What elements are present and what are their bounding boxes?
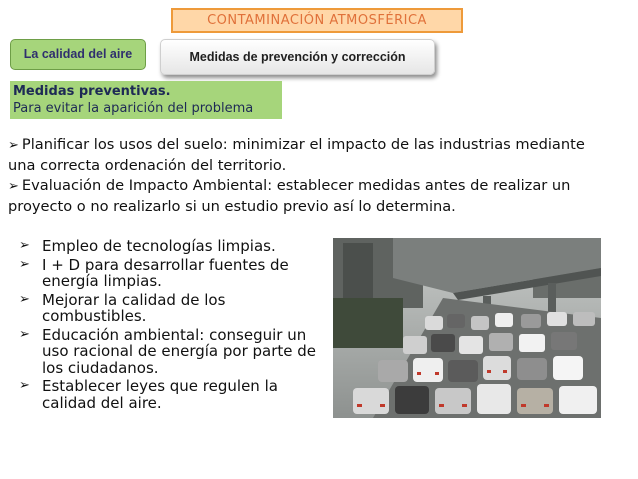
measures-list (19, 238, 319, 413)
paragraph (8, 176, 598, 217)
list-item-text: Mejorar la calidad de los combustibles. (42, 290, 226, 325)
arrow-bullet-icon: ➢ (19, 378, 30, 393)
arrow-bullet-icon: ➢ (8, 179, 19, 194)
section-heading: Medidas preventivas. (13, 84, 171, 99)
list-item-text: Establecer leyes que regulen la calidad del aire. (42, 377, 278, 412)
traffic-photo (333, 238, 601, 418)
arrow-bullet-icon: ➢ (19, 291, 30, 307)
arrow-bullet-icon: ➢ (19, 326, 30, 342)
tab-medidas-prevencion[interactable]: Medidas de prevención y corrección (160, 39, 435, 75)
list-item (19, 257, 319, 290)
tab-calidad-del-aire[interactable]: La calidad del aire (10, 39, 146, 70)
list-item-text: Educación ambiental: conseguir un uso racional de energía por parte de los ciudadanos. (42, 325, 317, 377)
arrow-bullet-icon: ➢ (19, 256, 30, 272)
list-item-text: Empleo de tecnologías limpias. (42, 237, 276, 255)
list-item-text: I + D para desarrollar fuentes de energía limpias. (42, 255, 289, 290)
list-item (19, 378, 319, 411)
list-item (19, 292, 319, 325)
list-item (19, 327, 319, 377)
section-header (10, 81, 282, 119)
arrow-bullet-icon: ➢ (8, 138, 19, 153)
paragraph-text: Evaluación de Impacto Ambiental: establecer medidas antes de realizar un proyecto o no realizarlo si un estudio previo así lo determina. (8, 177, 571, 215)
paragraph (8, 135, 598, 176)
page-title: CONTAMINACIÓN ATMOSFÉRICA (171, 8, 463, 33)
paragraph-text: Planificar los usos del suelo: minimizar el impacto de las industrias mediante una correcta ordenación del territorio. (8, 136, 585, 174)
section-subheading: Para evitar la aparición del problema (13, 101, 254, 116)
arrow-bullet-icon: ➢ (19, 238, 30, 253)
traffic-jam-image (333, 238, 601, 418)
list-item (19, 238, 319, 255)
